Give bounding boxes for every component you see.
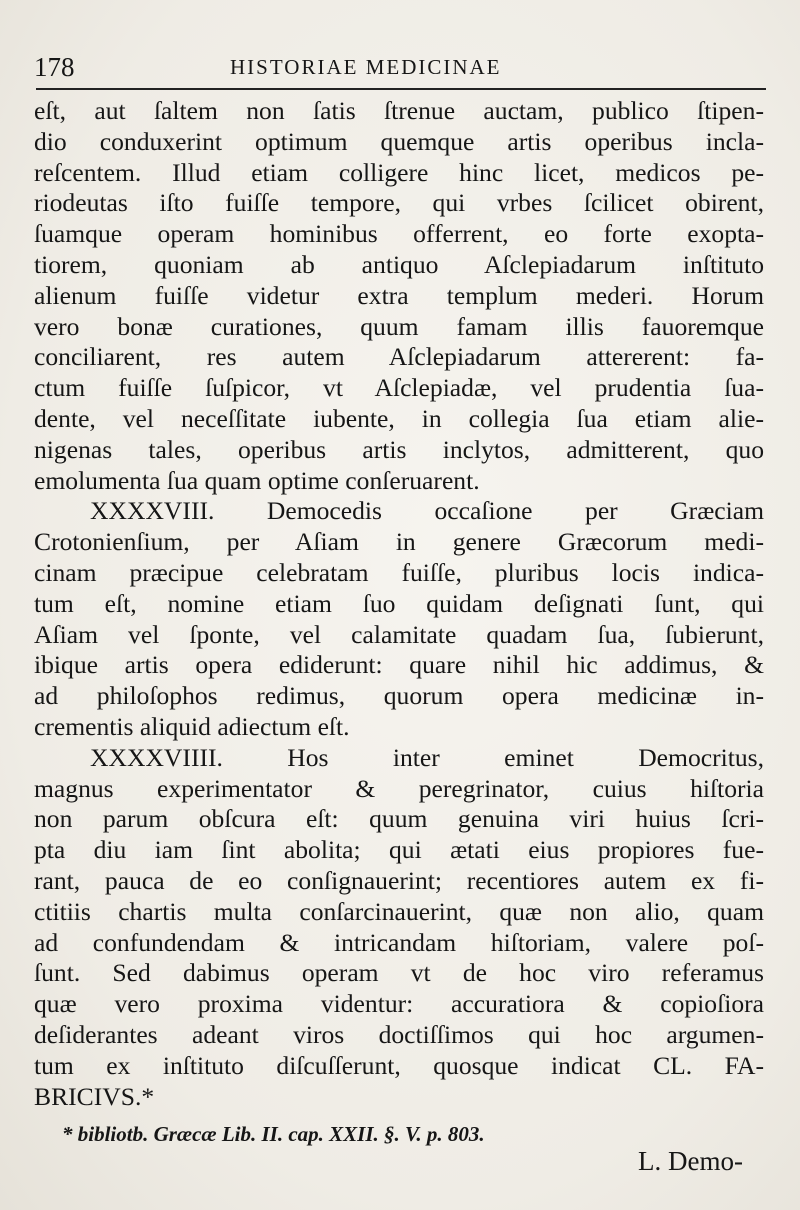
text-line: Crotonienſium, per Aſiam in genere Græcorum medi- <box>34 527 764 557</box>
text-line: magnus experimentator & peregrinator, cuius hiſtoria <box>34 773 764 803</box>
page-header <box>34 52 774 82</box>
text-line: BRICIVS.* <box>34 1081 155 1111</box>
text-line: nigenas tales, operibus artis inclytos, admitterent, quo <box>34 434 764 464</box>
text-line: quæ vero proxima videntur: accuratiora & copioſiora <box>34 989 764 1019</box>
text-line: rant, pauca de eo conſignauerint; recentiores autem ex fi- <box>34 865 764 895</box>
text-line: ctum fuiſſe ſuſpicor, vt Aſclepiadæ, vel prudentia ſua- <box>34 373 764 403</box>
text-line: tum ex inſtituto diſcuſſerunt, quosque indicat CL. FA- <box>34 1050 764 1080</box>
text-line: dio conduxerint optimum quemque artis operibus incla- <box>34 126 764 156</box>
text-line: Aſiam vel ſponte, vel calamitate quadam ſua, ſubierunt, <box>34 619 764 649</box>
text-line: eſt, aut ſaltem non ſatis ſtrenue auctam, publico ſtipen- <box>34 96 764 125</box>
text-line: reſcentem. Illud etiam colligere hinc licet, medicos pe- <box>34 157 764 187</box>
page-number: 178 <box>34 52 75 82</box>
text-line: ctitiis chartis multa conſarcinauerint, quæ non alio, quam <box>34 896 764 926</box>
text-line: crementis aliquid adiectum eſt. <box>34 711 350 741</box>
header-rule <box>36 88 766 90</box>
text-line: conciliarent, res autem Aſclepiadarum attererent: fa- <box>34 342 764 372</box>
body-text <box>34 96 764 1112</box>
text-line: ad philoſophos redimus, quorum opera medicinæ in- <box>34 681 764 711</box>
text-line: emolumenta ſua quam optime conſeruarent. <box>34 465 480 495</box>
text-line: ſuamque operam hominibus offerrent, eo forte exopta- <box>34 219 764 249</box>
running-title: HISTORIAE MEDICINAE <box>230 55 502 79</box>
section-heading-line: XXXXVIIII. Hos inter eminet Democritus, <box>90 742 764 772</box>
text-line: vero bonæ curationes, quum famam illis fauoremque <box>34 311 764 341</box>
text-line: ibique artis opera ediderunt: quare nihil hic addimus, & <box>34 650 764 680</box>
footnote: * bibliotb. Græcæ Lib. II. cap. XXII. §. V. p. 803. <box>62 1122 485 1146</box>
text-line: deſiderantes adeant viros doctiſſimos qui hoc argumen- <box>34 1019 764 1049</box>
text-line: alienum fuiſſe videtur extra templum mederi. Horum <box>34 280 764 310</box>
catchword: L. Demo- <box>638 1146 743 1176</box>
text-line: ad confundendam & intricandam hiſtoriam, valere poſ- <box>34 927 764 957</box>
text-line: dente, vel neceſſitate iubente, in collegia ſua etiam alie- <box>34 403 764 433</box>
text-line: pta diu iam ſint abolita; qui ætati eius propiores fue- <box>34 835 764 865</box>
text-line: cinam præcipue celebratam fuiſſe, pluribus locis indica- <box>34 557 764 587</box>
text-line: riodeutas iſto fuiſſe tempore, qui vrbes ſcilicet obirent, <box>34 188 764 218</box>
text-line: tiorem, quoniam ab antiquo Aſclepiadarum inſtituto <box>34 249 764 279</box>
section-heading-line: XXXXVIII. Democedis occaſione per Græciam <box>90 496 764 526</box>
text-line: ſunt. Sed dabimus operam vt de hoc viro referamus <box>34 958 764 988</box>
text-line: tum eſt, nomine etiam ſuo quidam deſignati ſunt, qui <box>34 588 764 618</box>
text-line: non parum obſcura eſt: quum genuina viri huius ſcri- <box>34 804 764 834</box>
